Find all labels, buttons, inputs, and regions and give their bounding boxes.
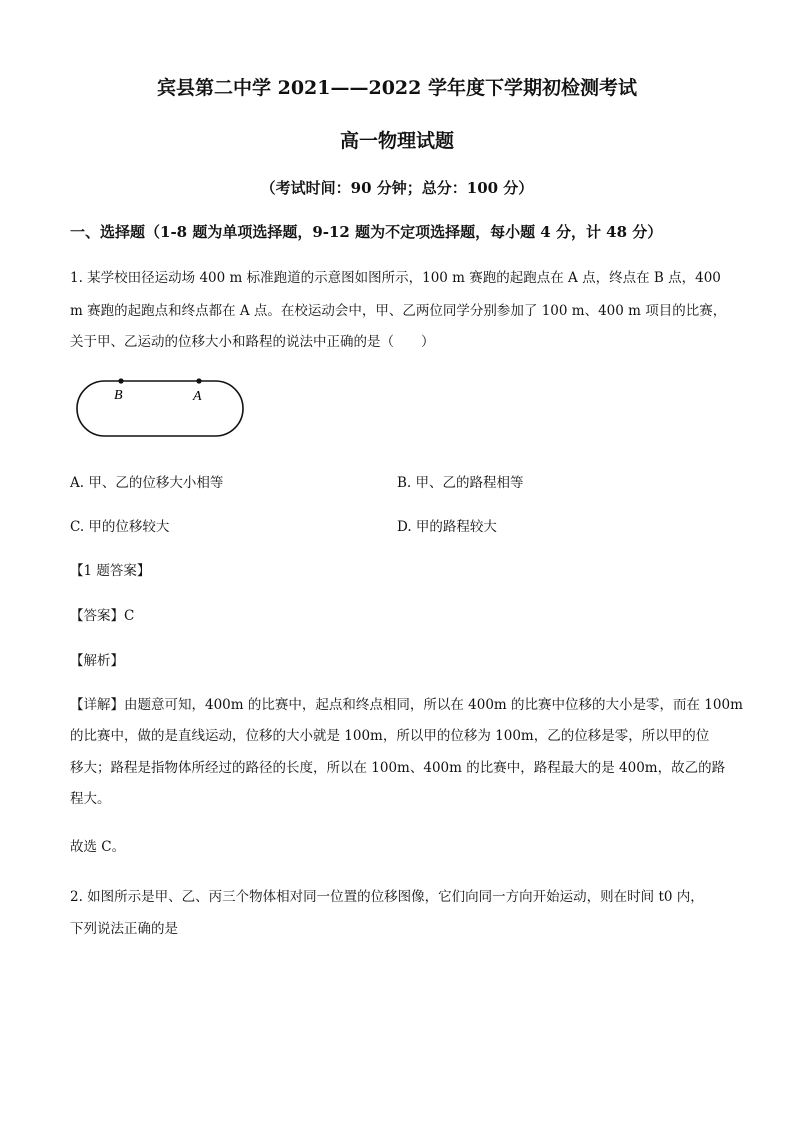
point-a-label: A [193,389,202,404]
question-text-line: 2. 如图所示是甲、乙、丙三个物体相对同一位置的位移图像，它们向同一方向开始运动，则在时间 t0 内， [70,889,704,905]
answer: 【答案】C [70,608,135,624]
point-a-marker [196,378,201,383]
conclusion: 故选 C。 [70,839,126,855]
exam-title: 宾县第二中学 2021——2022 学年度下学期初检测考试 [157,77,637,99]
detail-line: 的比赛中，做的是直线运动，位移的大小就是 100m，所以甲的位移为 100m，乙的位移是零，所以甲的位 [70,728,710,744]
track-figure [74,372,248,440]
option-b: B. 甲、乙的路程相等 [397,475,524,491]
question-text-line: 关于甲、乙运动的位移大小和路程的说法中正确的是（ ） [70,334,435,350]
detail-line: 程大。 [70,791,111,807]
section-heading: 一、选择题（1-8 题为单项选择题，9-12 题为不定项选择题，每小题 4 分，计 48 分） [70,223,663,241]
point-b-marker [118,378,123,383]
analysis-heading: 【解析】 [70,653,124,669]
paper-subtitle: 高一物理试题 [339,130,454,152]
question-text-line: 下列说法正确的是 [70,921,178,937]
question-text-line: 1. 某学校田径运动场 400 m 标准跑道的示意图如图所示，100 m 赛跑的起跑点在 A 点，终点在 B 点，400 [70,270,721,286]
exam-info: （考试时间：90 分钟；总分：100 分） [260,179,534,197]
question-text-line: m 赛跑的起跑点和终点都在 A 点。在校运动会中，甲、乙两位同学分别参加了 100 m、400 m 项目的比赛， [70,303,727,319]
option-c: C. 甲的位移较大 [70,519,170,535]
option-a: A. 甲、乙的位移大小相等 [70,475,224,491]
track-outline [77,381,243,436]
detail-line: 移大；路程是指物体所经过的路径的长度，所以在 100m、400m 的比赛中，路程最大的是 400m，故乙的路 [70,760,726,776]
detail-line: 【详解】由题意可知，400m 的比赛中，起点和终点相同，所以在 400m 的比赛中位移的大小是零，而在 100m [70,697,743,713]
answer-heading: 【1 题答案】 [70,563,151,579]
point-b-label: B [114,388,123,403]
option-d: D. 甲的路程较大 [397,519,497,535]
